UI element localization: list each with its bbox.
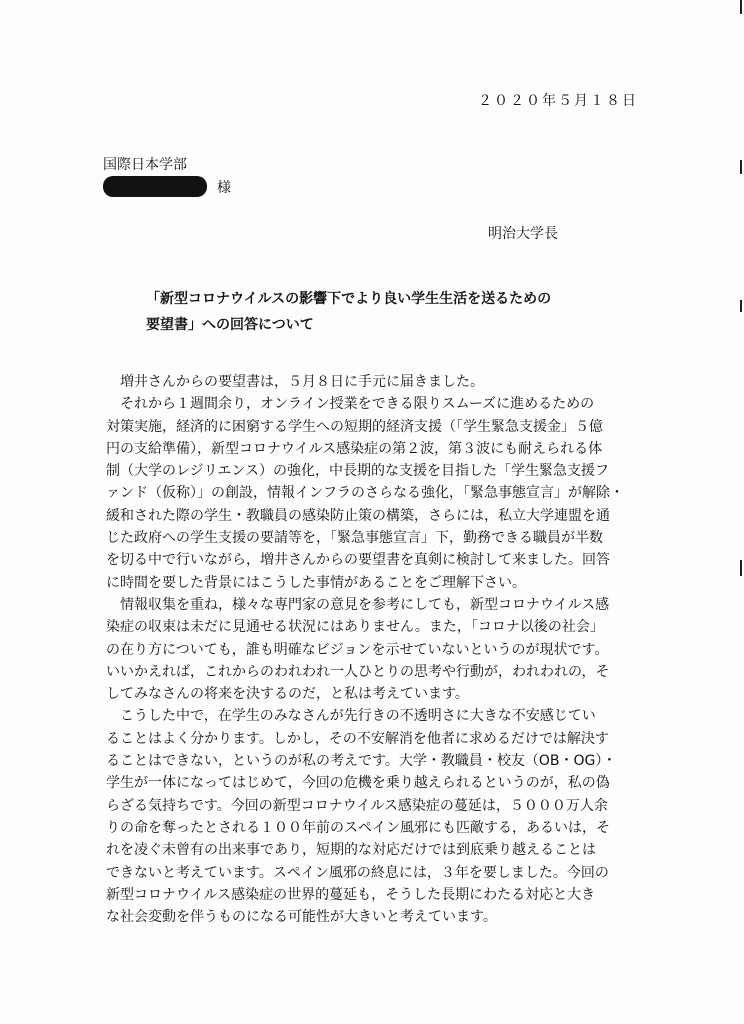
body-line: 情報収集を重ね，様々な専門家の意見を参考にしても，新型コロナウイルス感 [106,596,610,613]
body-line: 円の支給準備），新型コロナウイルス感染症の第２波，第３波にも耐えられる体 [106,440,603,457]
scan-edge-mark [740,0,742,14]
body-line: じた政府への学生支援の要請等を，「緊急事態宣言」下，勤務できる職員が半数 [106,530,603,547]
sender-title: 明治大学長 [488,226,558,242]
body-line: に時間を要した背景にはこうした事情があることをご理解下さい。 [106,574,526,591]
scan-edge-mark [740,160,742,174]
body-line: を切る中で行いながら，増井さんからの要望書を真剣に検討して来ました。回答 [106,552,610,569]
body-line: ァンド（仮称）」の創設，情報インフラのさらなる強化，「緊急事態宣言」が解除・ [106,485,624,502]
body-line: 学生が一体になってはじめて，今回の危機を乗り越えられるというのが，私の偽 [106,775,610,792]
body-line: してみなさんの将来を決するのだ，と私は考えています。 [106,686,469,703]
recipient-department: 国際日本学部 [103,157,187,173]
body-line: れを凌ぐ未曾有の出来事であり，短期的な対応だけでは到底乗り越えることは [106,842,596,859]
body-line: こうした中で，在学生のみなさんが先行きの不透明さに大きな不安感じてい [106,708,596,725]
letter-body [106,371,626,928]
body-line: 対策実施，経済的に困窮する学生への短期的経済支援（「学生緊急支援金」５億 [106,418,603,435]
body-line: な社会変動を伴うものになる可能性が大きいと考えています。 [106,909,497,926]
body-line: できないと考えています。スペイン風邪の終息には，３年を要しました。今回の [106,864,609,881]
letter-subject [146,286,551,338]
body-line: 新型コロナウイルス感染症の世界的蔓延も，そうした長期にわたる対応と大き [106,886,596,903]
body-line: いいかえれば，これからのわれわれ一人ひとりの思考や行動が，われわれの，そ [106,663,610,680]
body-line: ることはよく分かります。しかし，その不安解消を他者に求めるだけでは解決す [106,730,609,747]
body-line: 制（大学のレジリエンス）の強化，中長期的な支援を目指した「学生緊急支援フ [106,463,609,480]
body-line: らざる気持ちです。今回の新型コロナウイルス感染症の蔓延は，５０００万人余 [106,797,608,814]
letter-date: ２０２０年５月１８日 [478,93,638,109]
scan-edge-mark [740,300,742,312]
redacted-recipient-name [103,176,207,197]
body-line: の在り方についても，誰も明確なビジョンを示せていないというのが現状です。 [106,641,609,658]
scan-edge-mark [740,560,742,576]
body-line: それから１週間余り，オンライン授業をできる限りスムーズに進めるための [106,396,595,413]
body-line: ることはできない，というのが私の考えです。大学・教職員・校友（OB・OG）・ [106,753,617,770]
recipient-honorific: 様 [217,179,231,196]
subject-line: 「新型コロナウイルスの影響下でより良い学生生活を送るための [146,291,552,307]
body-line: 増井さんからの要望書は，５月８日に手元に届きました。 [106,374,484,390]
recipient-name-row [103,176,231,197]
body-line: 緩和された際の学生・教職員の感染防止策の構築，さらには，私立大学連盟を通 [106,507,610,524]
subject-line: 要望書」への回答について [146,317,314,333]
body-line: 染症の収束は未だに見通せる状況にはありません。また，「コロナ以後の社会」 [106,619,604,636]
body-line: りの命を奪ったとされる１００年前のスペイン風邪にも匹敵する，あるいは，そ [106,819,610,836]
